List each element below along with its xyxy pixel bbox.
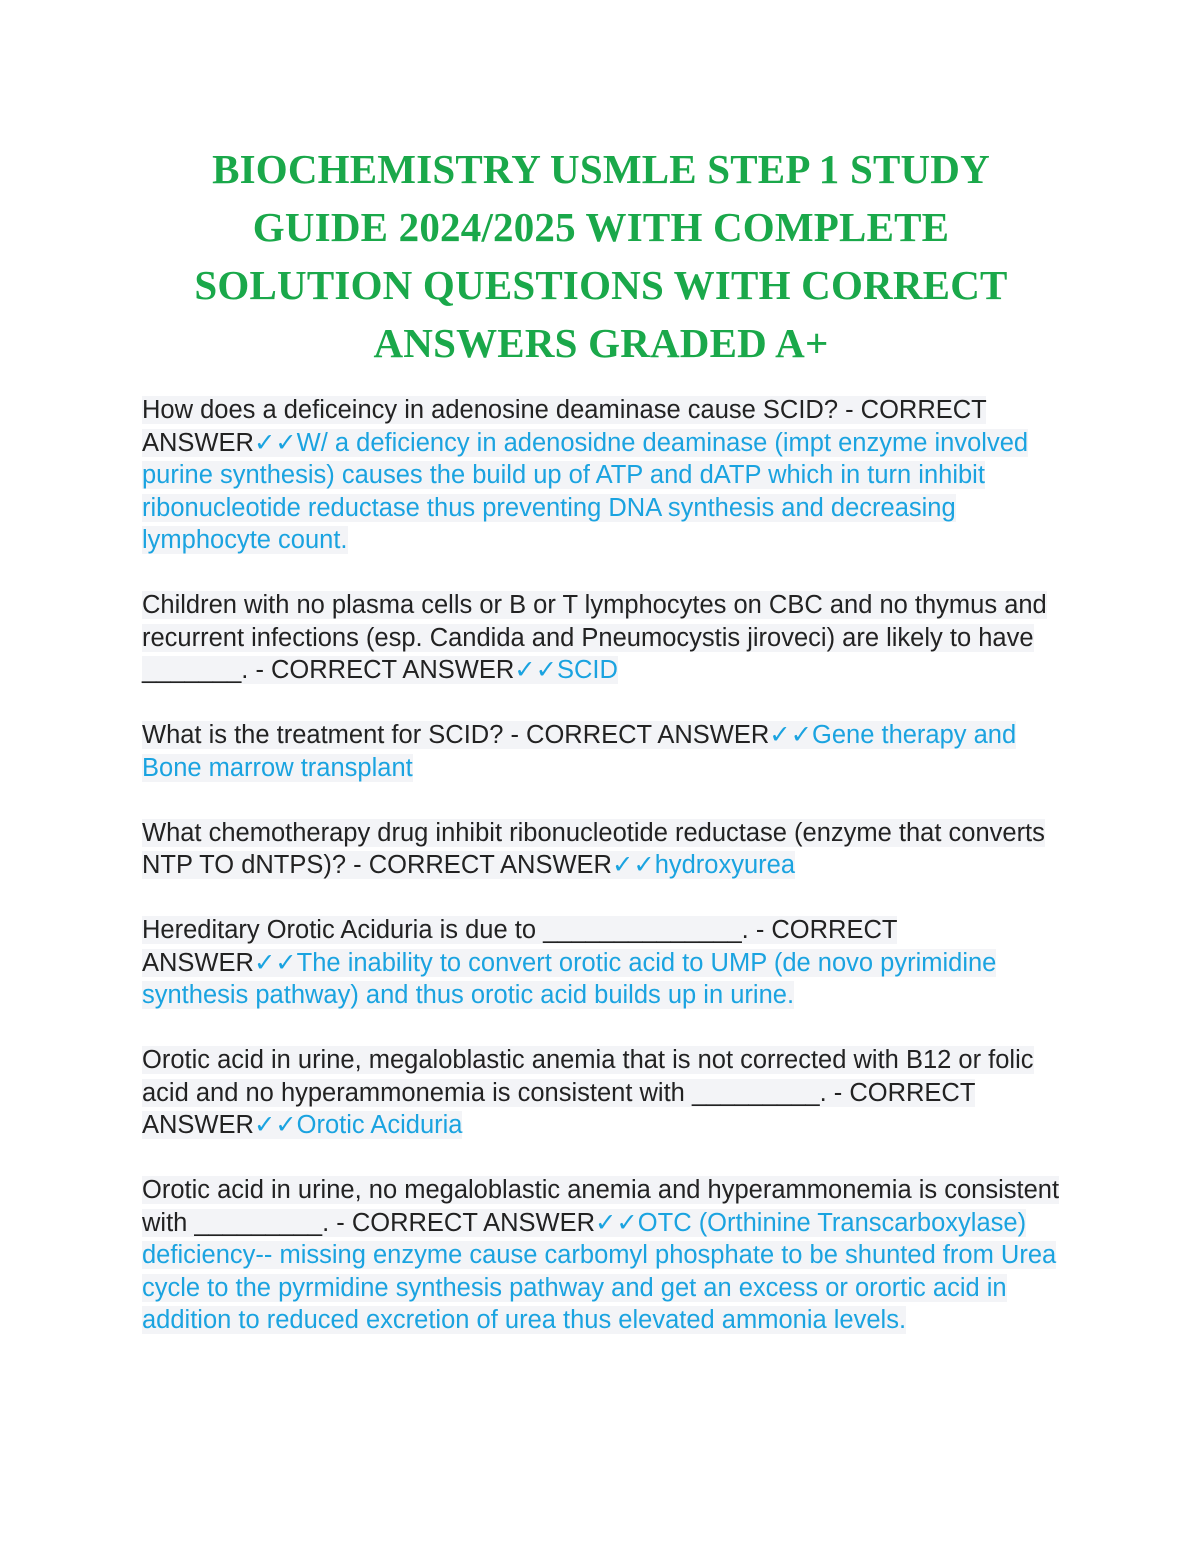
checkmark-icon: ✓✓ [611,851,655,879]
answer-prefix: - CORRECT ANSWER [346,851,612,879]
qa-item [142,394,1060,557]
document-page [142,140,1060,1369]
question-text: How does a deficeincy in adenosine deaminase cause SCID? [142,396,838,424]
answer-text: Orotic Aciduria [296,1111,463,1139]
answer-prefix: - CORRECT ANSWER [142,1078,975,1139]
answer-text: W/ a deficiency in adenosidne deaminase (impt enzyme involved purine synthesis) causes the build up of ATP and dATP which in turn inhibit ribonucleotide reductase thus preventing DNA synthesis and decreasing lymphocyte count. [142,428,1029,554]
answer-prefix: - CORRECT ANSWER [142,396,987,457]
checkmark-icon: ✓✓ [595,1208,638,1237]
answer-text: SCID [556,656,618,684]
answer-text: OTC (Orthinine Transcarboxylase) deficiency-- missing enzyme cause carbomyl phosphate to be shunted from Urea cycle to the pyrmidine synthesis pathway and get an excess or orortic acid in addition to reduced excretion of urea thus elevated ammonia levels. [142,1208,1057,1334]
question-text: Orotic acid in urine, no megaloblastic anemia and hyperammonemia is consistent with _________. [142,1176,1060,1237]
checkmark-icon: ✓✓ [253,948,297,977]
qa-item [142,914,1060,1012]
answer-text: The inability to convert orotic acid to UMP (de novo pyrimidine synthesis pathway) and thus orotic acid builds up in urine. [142,948,997,1009]
document-title: BIOCHEMISTRY USMLE STEP 1 STUDY GUIDE 2024/2025 WITH COMPLETE SOLUTION QUESTIONS WITH CORRECT ANSWERS GRADED A+ [194,146,1008,366]
qa-item [142,1174,1060,1337]
checkmark-icon: ✓✓ [514,656,557,684]
qa-item [142,719,1060,784]
answer-prefix: - CORRECT ANSWER [248,656,515,684]
answer-text: hydroxyurea [654,851,796,879]
question-text: What is the treatment for SCID? [142,721,504,749]
answer-text: Gene therapy and Bone marrow transplant [142,721,1017,782]
question-text: Hereditary Orotic Aciduria is due to ______________. [142,916,749,944]
question-text: Children with no plasma cells or B or T lymphocytes on CBC and no thymus and recurrent infections (esp. Candida and Pneumocystis jiroveci) are likely to have _______. [142,591,1047,684]
question-text: What chemotherapy drug inhibit ribonucleotide reductase (enzyme that converts NTP TO dNTPS)? [142,818,1045,879]
checkmark-icon: ✓✓ [253,1111,297,1139]
qa-item [142,1044,1060,1142]
checkmark-icon: ✓✓ [769,721,813,749]
qa-item [142,589,1060,687]
checkmark-icon: ✓✓ [253,428,297,457]
question-text: Orotic acid in urine, megaloblastic anemia that is not corrected with B12 or folic acid and no hyperammonemia is consistent with _________. [142,1046,1034,1107]
answer-prefix: - CORRECT ANSWER [142,916,898,977]
answer-prefix: - CORRECT ANSWER [329,1208,596,1237]
qa-item [142,817,1060,882]
answer-prefix: - CORRECT ANSWER [503,721,770,749]
